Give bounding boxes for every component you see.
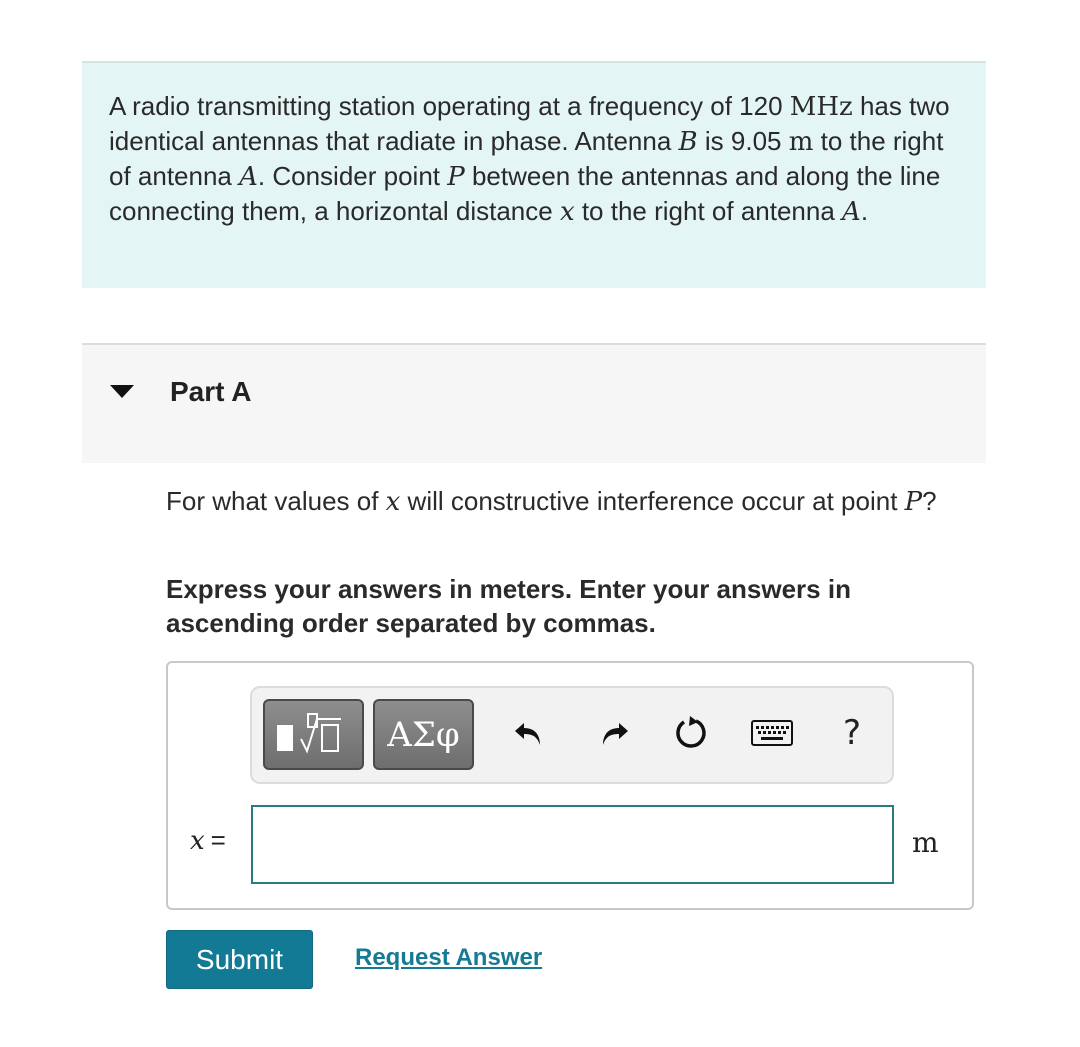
answer-input[interactable] <box>251 805 894 884</box>
question-text-3: ? <box>922 486 937 516</box>
answer-variable-label <box>190 825 226 856</box>
question-text-2: will constructive interference occur at point <box>400 486 905 516</box>
submit-button[interactable] <box>166 930 313 989</box>
keyboard-icon[interactable] <box>747 708 797 758</box>
intro-text-1: A radio transmitting station operating at a frequency of 120 <box>109 91 790 121</box>
submit-label: Submit <box>195 943 284 975</box>
reset-icon[interactable] <box>666 708 716 758</box>
help-label: ? <box>842 713 862 753</box>
intro-text-4: to the right of antenna <box>109 126 944 191</box>
question-math-p: P <box>904 487 923 517</box>
question-text <box>166 484 966 519</box>
problem-intro-panel <box>82 61 986 288</box>
question-math-x: x <box>385 487 401 517</box>
answer-unit: m <box>912 826 939 859</box>
undo-icon[interactable] <box>505 708 555 758</box>
intro-unit-m: m <box>788 127 814 157</box>
intro-text-7: to the right of antenna <box>574 196 843 226</box>
answer-area <box>166 661 974 910</box>
request-answer-link[interactable]: Request Answer <box>355 944 543 971</box>
intro-math-a2: A <box>842 197 861 227</box>
intro-text-2: has two identical antennas that radiate in phase. Antenna <box>109 91 950 156</box>
intro-unit-mhz: MHz <box>789 92 853 122</box>
help-icon[interactable] <box>827 708 877 758</box>
answer-variable: x <box>190 826 205 856</box>
answer-instructions: Express your answers in meters. Enter your answers in ascending order separated by commas. <box>166 574 851 638</box>
intro-math-x: x <box>559 197 575 227</box>
intro-math-p: P <box>447 162 465 192</box>
redo-icon[interactable] <box>588 708 638 758</box>
intro-math-a: A <box>239 162 258 192</box>
intro-text-6: between the antennas and along the line connecting them, a horizontal distance <box>109 161 941 226</box>
part-title: Part A <box>170 376 252 407</box>
intro-text-8: . <box>860 196 869 226</box>
answer-equals: = <box>210 825 226 855</box>
part-a-header[interactable] <box>82 343 986 463</box>
collapse-caret-icon[interactable] <box>110 385 134 398</box>
math-toolbar <box>250 686 894 784</box>
templates-button[interactable] <box>263 699 364 770</box>
question-text-1: For what values of <box>166 486 386 516</box>
intro-math-b: B <box>678 127 698 157</box>
intro-text-5: . Consider point <box>257 161 448 191</box>
symbols-button[interactable] <box>373 699 474 770</box>
intro-text-3: is 9.05 <box>697 126 789 156</box>
symbols-label: ΑΣφ <box>387 714 460 755</box>
problem-statement <box>109 89 967 229</box>
templates-icon <box>271 709 357 761</box>
